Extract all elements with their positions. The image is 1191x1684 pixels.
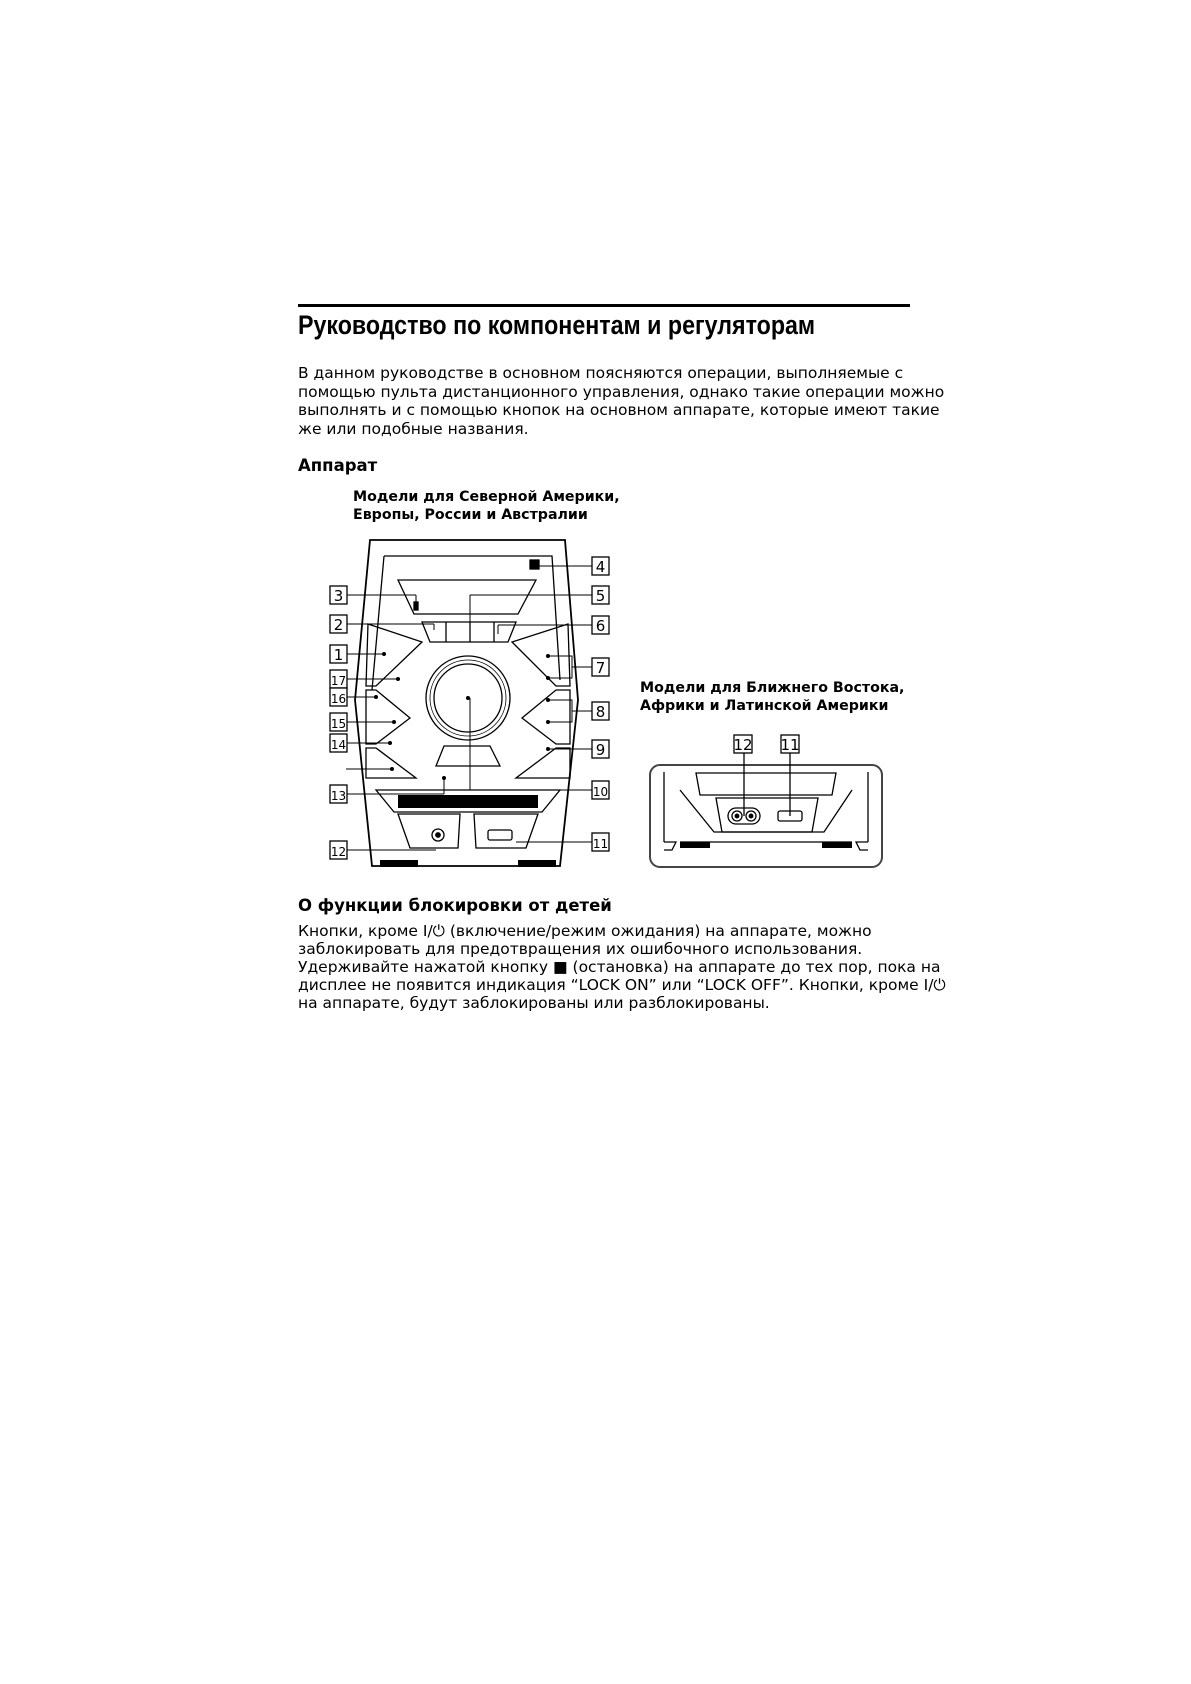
left-button-1 bbox=[366, 624, 422, 686]
callout-10-label: 10 bbox=[592, 785, 609, 799]
callout-9-label: 9 bbox=[595, 741, 606, 759]
under-knob-panel bbox=[436, 746, 500, 766]
left-foot bbox=[380, 860, 418, 867]
right-button-1 bbox=[512, 624, 570, 686]
alt-body-lines bbox=[680, 790, 852, 832]
n-mark-icon bbox=[530, 560, 539, 569]
caption-line: Модели для Ближнего Востока, bbox=[640, 680, 905, 696]
alt-upper-panel bbox=[696, 773, 836, 795]
lock-line: заблокировать для предотвращения их ошибочного использования. bbox=[298, 940, 863, 958]
callout-8-label: 8 bbox=[595, 703, 606, 721]
left-button-3 bbox=[366, 748, 416, 778]
intro-line: выполнять и с помощью кнопок на основном аппарате, которые имеют такие bbox=[298, 401, 940, 419]
caption-line: Модели для Северной Америки, bbox=[353, 489, 620, 505]
page-title: Руководство по компонентам и регуляторам bbox=[298, 310, 816, 340]
usb-port bbox=[488, 830, 512, 840]
lower-slot bbox=[398, 795, 538, 808]
bottom-right-port-panel bbox=[474, 814, 538, 848]
callout-1-label: 1 bbox=[333, 646, 344, 664]
callout-13-label: 13 bbox=[330, 789, 347, 803]
alt-callout-12-label: 12 bbox=[733, 736, 753, 754]
callout-16-label: 16 bbox=[330, 692, 347, 706]
intro-line: помощью пульта дистанционного управления, однако такие операции можно bbox=[298, 382, 945, 401]
child-lock-paragraph bbox=[298, 922, 946, 1012]
callout-4-label: 4 bbox=[595, 558, 606, 576]
callout-2-label: 2 bbox=[333, 616, 344, 634]
alt-diagram-frame bbox=[650, 765, 882, 867]
callout-17-label: 17 bbox=[330, 674, 347, 688]
callout-6-label: 6 bbox=[595, 617, 606, 635]
callout-3-label: 3 bbox=[333, 587, 344, 605]
callout-15-label: 15 bbox=[330, 717, 347, 731]
right-foot bbox=[518, 860, 556, 867]
intro-line: В данном руководстве в основном поясняются операции, выполняемые с bbox=[298, 364, 904, 382]
unit-heading: Аппарат bbox=[298, 456, 378, 475]
unit-body-outline bbox=[355, 540, 578, 866]
callout-5-label: 5 bbox=[595, 587, 606, 605]
bottom-left-port-panel bbox=[398, 814, 460, 848]
lock-line: Кнопки, кроме I/⏻ (включение/режим ожидания) на аппарате, можно bbox=[298, 922, 872, 940]
lock-line: дисплее не появится индикация “LOCK ON” или “LOCK OFF”. Кнопки, кроме I/⏻ bbox=[298, 976, 946, 994]
lock-line: на аппарате, будут заблокированы или разблокированы. bbox=[298, 994, 770, 1012]
callout-11-label: 11 bbox=[592, 837, 609, 851]
lock-line: Удерживайте нажатой кнопку ■ (остановка) на аппарате до тех пор, пока на bbox=[298, 958, 941, 976]
callout-14-label: 14 bbox=[330, 738, 347, 752]
display-window bbox=[398, 580, 536, 614]
left-button-2 bbox=[366, 690, 410, 744]
alt-port-panel bbox=[716, 798, 818, 832]
callout-12-label: 12 bbox=[330, 845, 347, 859]
callout-7-label: 7 bbox=[595, 659, 606, 677]
right-button-3 bbox=[516, 748, 570, 778]
child-lock-heading: О функции блокировки от детей bbox=[298, 896, 612, 915]
right-button-2 bbox=[522, 690, 570, 744]
alt-unit-diagram bbox=[650, 752, 882, 867]
unit-body-inner bbox=[384, 556, 560, 680]
intro-line: же или подобные названия. bbox=[298, 419, 529, 438]
caption-line: Европы, России и Австралии bbox=[353, 507, 588, 523]
alt-callout-11-label: 11 bbox=[780, 736, 800, 754]
caption-line: Африки и Латинской Америки bbox=[640, 698, 889, 714]
